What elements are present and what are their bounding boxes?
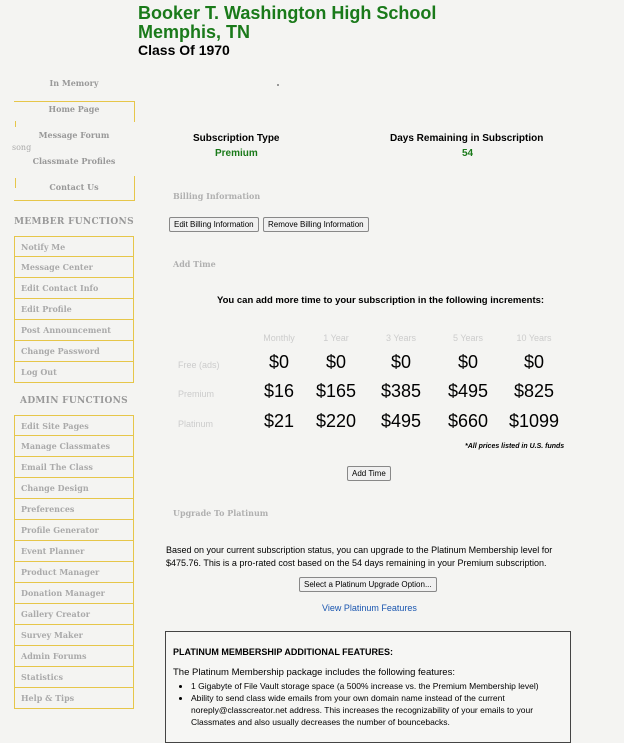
member_functions-item[interactable]: Message Center xyxy=(14,257,134,278)
nav-song[interactable]: song xyxy=(12,143,32,152)
decorative-dot xyxy=(277,84,279,86)
admin_functions-item[interactable]: Gallery Creator xyxy=(14,604,134,625)
pricing-row-label: Free (ads) xyxy=(178,360,220,370)
pricing-cell: $495 xyxy=(447,381,489,401)
admin_functions-item[interactable]: Edit Site Pages xyxy=(14,415,134,436)
nav-in-memory[interactable]: In Memory xyxy=(49,78,99,88)
pricing-cell: $1099 xyxy=(508,411,560,431)
remove-billing-button[interactable]: Remove Billing Information xyxy=(263,217,369,232)
admin_functions-item[interactable]: Email The Class xyxy=(14,457,134,478)
pricing-cell: $165 xyxy=(315,381,357,401)
pricing-cell: $660 xyxy=(447,411,489,431)
select-upgrade-option-button[interactable]: Select a Platinum Upgrade Option... xyxy=(299,577,437,592)
nav-classmate-profiles[interactable]: Classmate Profiles xyxy=(32,156,116,166)
pricing-cell: $0 xyxy=(457,352,479,372)
member_functions-item[interactable]: Change Password xyxy=(14,341,134,362)
add-time-button[interactable]: Add Time xyxy=(347,466,391,481)
admin_functions-item[interactable]: Donation Manager xyxy=(14,583,134,604)
pricing-cell: $21 xyxy=(263,411,295,431)
class-year: Class Of 1970 xyxy=(138,42,230,58)
features-intro: The Platinum Membership package includes the following features: xyxy=(173,667,455,678)
pricing-row-label: Platinum xyxy=(178,419,214,429)
admin_functions-item[interactable]: Survey Maker xyxy=(14,625,134,646)
member_functions-item[interactable]: Edit Contact Info xyxy=(14,278,134,299)
admin_functions-item[interactable]: Change Design xyxy=(14,478,134,499)
nav-message-forum[interactable]: Message Forum xyxy=(38,130,110,140)
member_functions-item[interactable]: Post Announcement xyxy=(14,320,134,341)
pricing-cell: $495 xyxy=(380,411,422,431)
pricing-cell: $220 xyxy=(315,411,357,431)
pricing-cell: $0 xyxy=(325,352,347,372)
pricing-cell: $825 xyxy=(513,381,555,401)
subscription-type-label: Subscription Type xyxy=(193,133,280,144)
subscription-type-value: Premium xyxy=(215,148,258,159)
feature-item: • 1 Gigabyte of File Vault storage space (a 500% increase vs. the Premium Membership level) xyxy=(191,680,561,692)
features-title: PLATINUM MEMBERSHIP ADDITIONAL FEATURES: xyxy=(173,647,393,657)
pricing-cell: $0 xyxy=(390,352,412,372)
upgrade-section-title: Upgrade To Platinum xyxy=(173,508,269,518)
school-name: Booker T. Washington High School xyxy=(138,3,437,23)
sidebar xyxy=(14,70,134,709)
pricing-column-header: Monthly xyxy=(263,333,295,343)
admin_functions-item[interactable]: Product Manager xyxy=(14,562,134,583)
feature-item: • Ability to send class wide emails from your own domain name instead of the current noreply@classcreator.net address. This increases the recognizability of your emails to your Classmates and also usually decreases the number of bouncebacks. xyxy=(191,692,561,728)
days-remaining-label: Days Remaining in Subscription xyxy=(390,133,544,144)
admin-functions-title: ADMIN FUNCTIONS xyxy=(20,396,128,406)
member_functions-item[interactable]: Edit Profile xyxy=(14,299,134,320)
admin_functions-item[interactable]: Statistics xyxy=(14,667,134,688)
site-header xyxy=(138,4,436,59)
pricing-row-label: Premium xyxy=(178,389,215,399)
nav-contact-us[interactable]: Contact Us xyxy=(49,182,99,192)
pricing-cell: $385 xyxy=(380,381,422,401)
pricing-cell: $0 xyxy=(268,352,290,372)
admin_functions-item[interactable]: Admin Forums xyxy=(14,646,134,667)
school-city: Memphis, TN xyxy=(138,22,251,42)
admin_functions-item[interactable]: Event Planner xyxy=(14,541,134,562)
member_functions-item[interactable]: Notify Me xyxy=(14,236,134,257)
admin-functions-list xyxy=(14,415,134,709)
pricing-column-header: 10 Years xyxy=(516,333,552,343)
nav-bracket-2 xyxy=(14,121,16,127)
member-functions-list xyxy=(14,236,134,383)
days-remaining-value: 54 xyxy=(462,148,474,159)
add-time-section-title: Add Time xyxy=(173,259,216,269)
upgrade-text: Based on your current subscription status, you can upgrade to the Platinum Membership level for $475.76. This is a pro-rated cost based on the 54 days remaining in your Premium subscription. xyxy=(166,545,553,568)
view-platinum-features-link[interactable]: View Platinum Features xyxy=(322,603,417,613)
member-functions-title: MEMBER FUNCTIONS xyxy=(14,217,134,227)
prices-note: *All prices listed in U.S. funds xyxy=(465,443,565,450)
nav-home-page[interactable]: Home Page xyxy=(48,104,100,114)
admin_functions-item[interactable]: Help & Tips xyxy=(14,688,134,709)
pricing-cell: $16 xyxy=(263,381,295,401)
nav-bracket-4 xyxy=(14,176,135,201)
pricing-cell: $0 xyxy=(523,352,545,372)
admin_functions-item[interactable]: Preferences xyxy=(14,499,134,520)
features-list xyxy=(166,680,561,728)
pricing-column-header: 5 Years xyxy=(452,333,484,343)
billing-section-title: Billing Information xyxy=(173,191,261,201)
add-time-intro: You can add more time to your subscription in the following increments: xyxy=(217,295,545,306)
member_functions-item[interactable]: Log Out xyxy=(14,362,134,383)
platinum-features-box xyxy=(165,631,571,743)
pricing-column-header: 1 Year xyxy=(323,333,349,343)
admin_functions-item[interactable]: Profile Generator xyxy=(14,520,134,541)
nav-bracket-1 xyxy=(14,101,135,122)
edit-billing-button[interactable]: Edit Billing Information xyxy=(169,217,259,232)
pricing-column-header: 3 Years xyxy=(385,333,417,343)
admin_functions-item[interactable]: Manage Classmates xyxy=(14,436,134,457)
